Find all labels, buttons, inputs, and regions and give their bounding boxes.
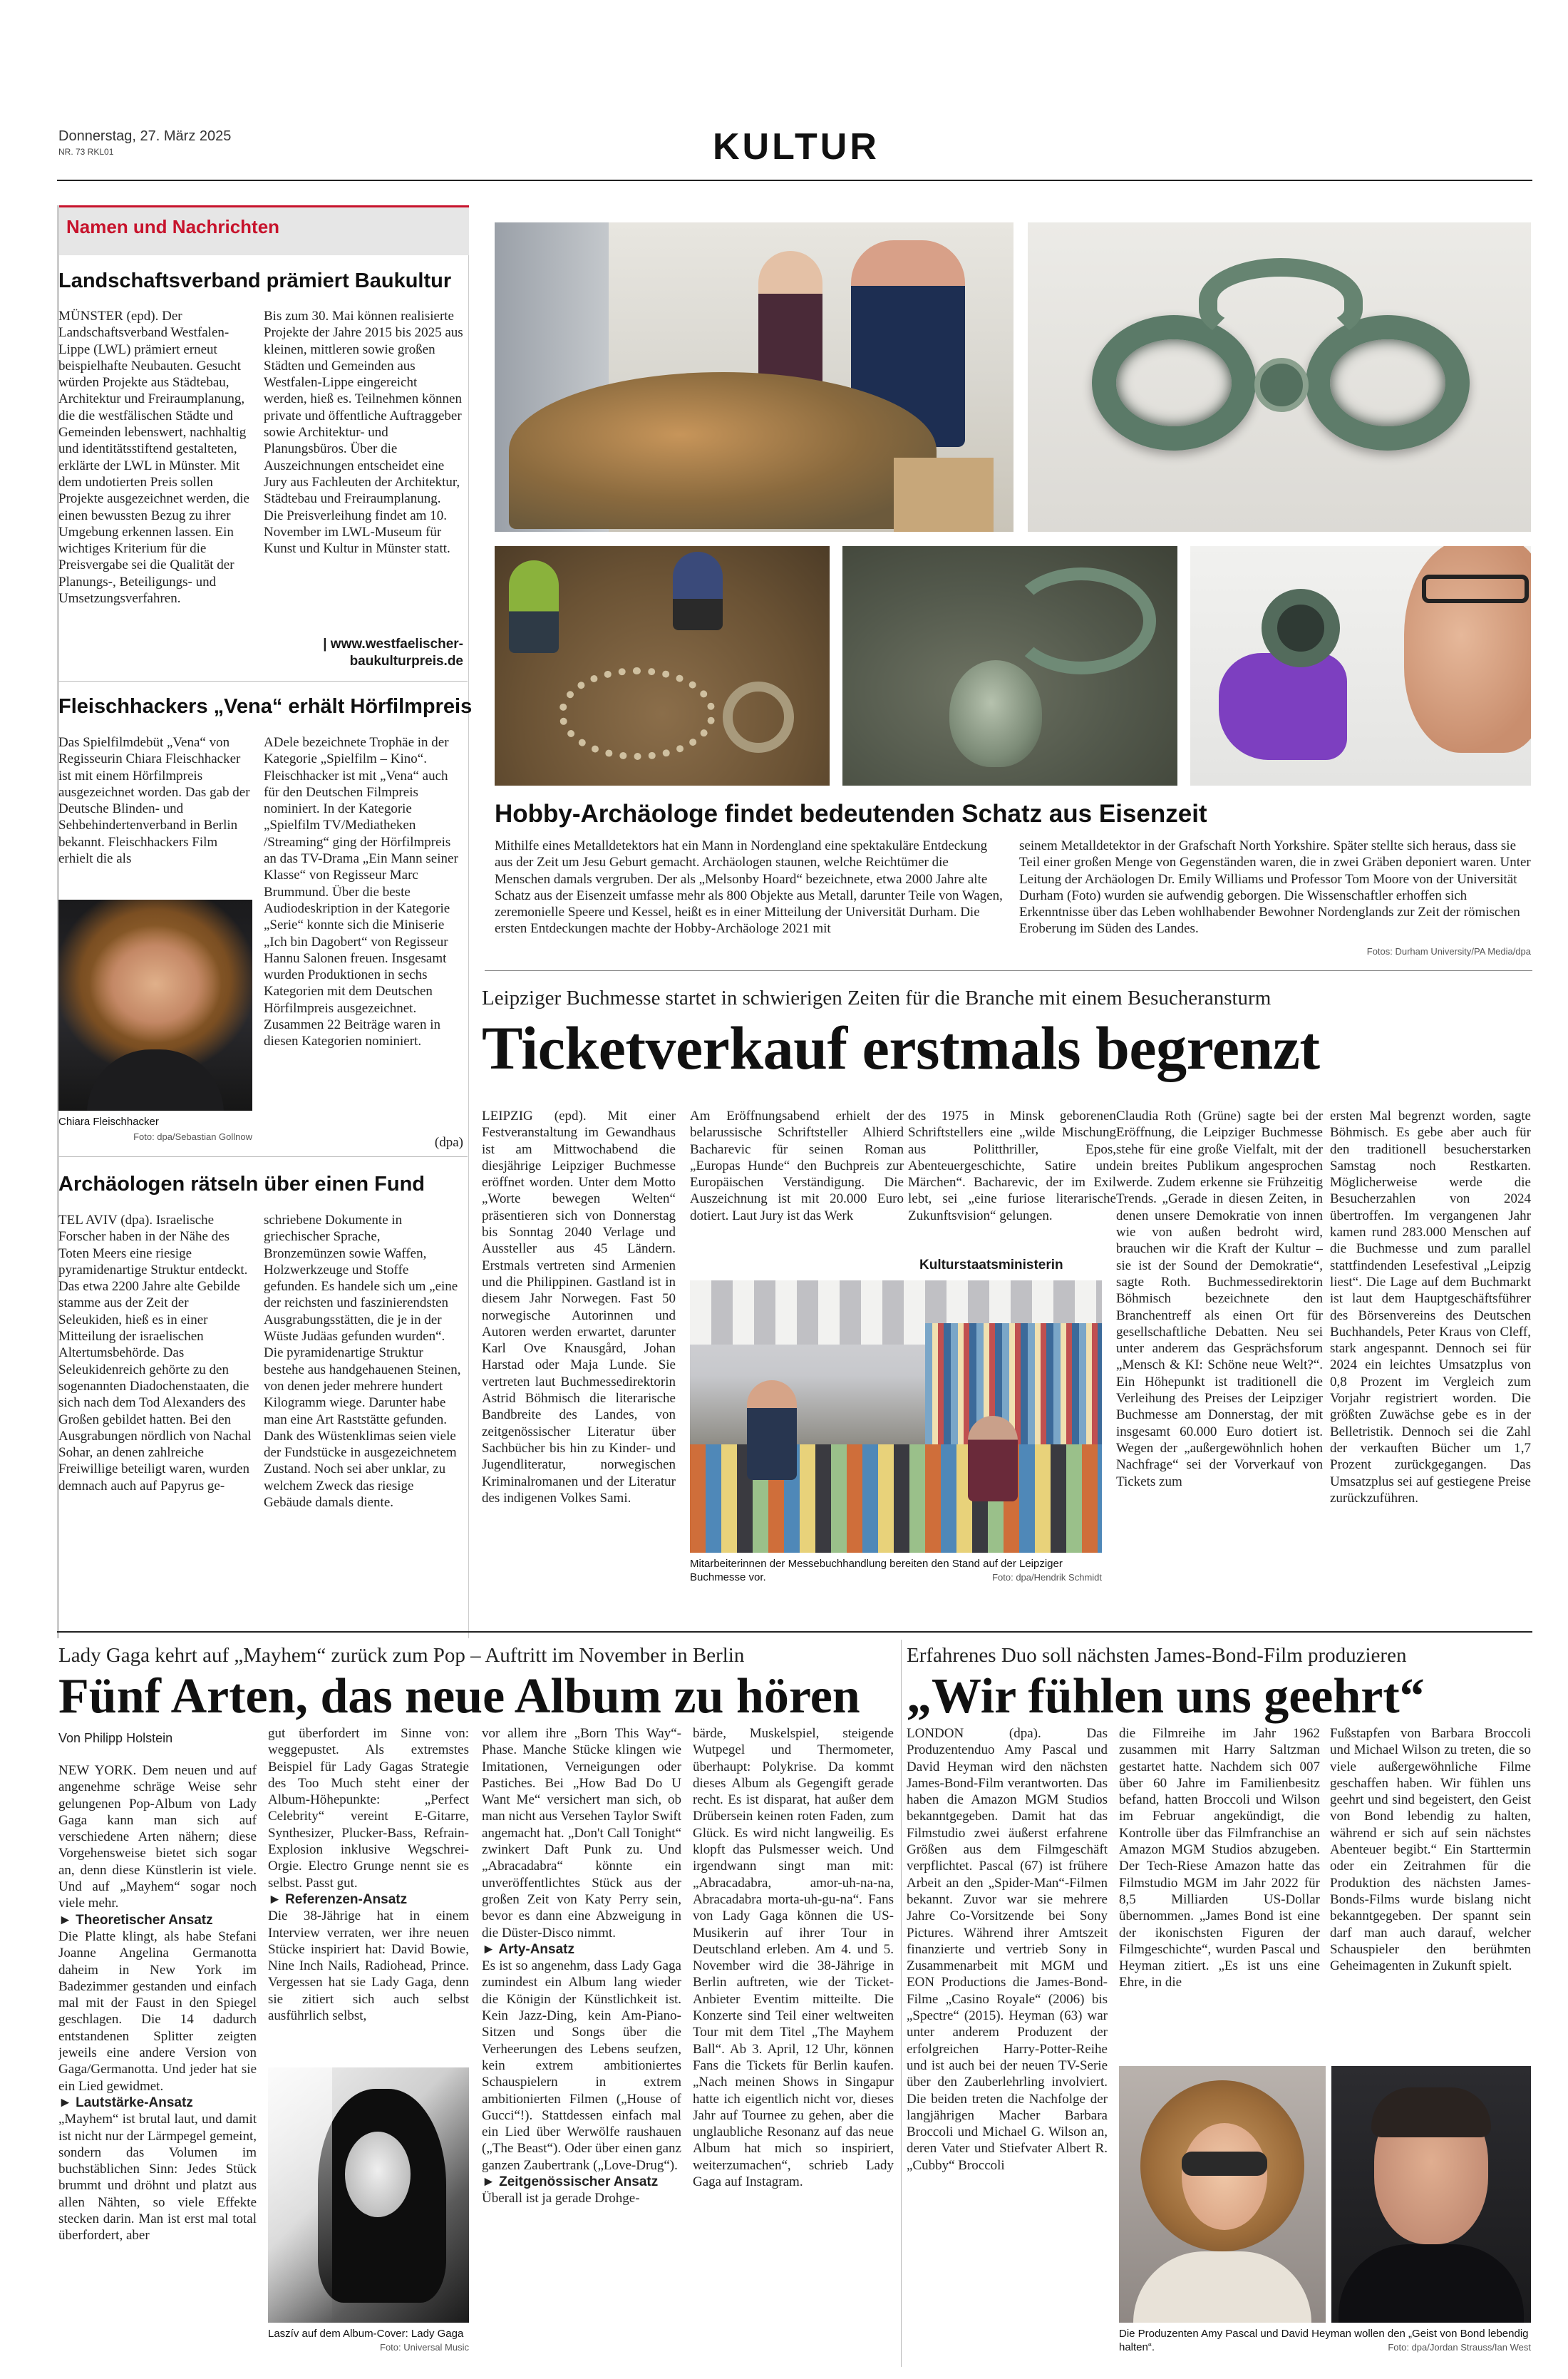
masthead-issue: NR. 73 RKL01 — [58, 147, 114, 157]
hoard-mass — [509, 372, 937, 529]
sidebar-item3-col2: schriebene Dokumente in griechischer Sprache, Bronzemünzen sowie Waffen, Holzwerkzeuge und Stoffe gefunden. Es handele sich um „eine der reichsten und faszinierendsten Ausgrabungsstätten, die je in der Wüste Judäas gefunden wurden“. Die pyramidenartige Struktur bestehe aus handgehauenen Steinen, von denen jeder mehrere hundert Kilogramm wiege. Darunter habe man eine Art Raststätte gefunden. Dank des Wüstenklimas seien viele der Fundstücke in ausgezeichnetem Zustand. Noch sei aber unklar, zu welchem Zweck das riesige Gebäude damals diente. — [264, 1213, 461, 1511]
gaga-col3: vor allem ihre „Born This Way“-Phase. Manche Stücke klingen wie Imitationen, Verneigungen oder Pastiches. Bei „How Bad Do U Want Me“ versichert man sich, ob man nicht aus Versehen Taylor Swift angemacht hat. „Don't Call Tonight“ zwinkert Daft Punk zu. Und „Abracadabra“ könnte ein unveröffentlichtes Stück aus der großen Zeit von Katy Perry sein, bevor es dann eine Abzweigung in die Düster-Disco nimmt. — [482, 1726, 681, 1941]
sidebar-item3-title: Archäologen rätseln über einen Fund — [58, 1173, 425, 1196]
gaga-credit: Foto: Universal Music — [380, 2342, 469, 2353]
wheel-ring — [723, 682, 794, 753]
middle-rule — [57, 1631, 1532, 1633]
fleischhacker-photo — [58, 900, 252, 1111]
buchmesse-subhead: Kulturstaatsministerin — [919, 1258, 1063, 1273]
sidebar-item1-col2: Bis zum 30. Mai können realisierte Projekte der Jahre 2015 bis 2025 aus kleinen, mittleren sowie großen Städten und Gemeinden aus Westfalen-Lippe eingereicht werden, hieß es. Teilnehmen können private und öffentliche Auftraggeber sowie Architektur- und Planungsbüros. Über die Auszeichnungen entscheidet eine Jury aus Fachleuten der Architektur, Städtebau und Freiraumplanung. Die Preisverleihung findet am 10. November im LWL-Museum für Kunst und Kultur in Münster statt. — [264, 309, 463, 557]
buchmesse-kicker: Leipziger Buchmesse startet in schwierigen Zeiten für die Branche mit einem Besucheransturm — [482, 987, 1272, 1009]
buchmesse-col5: ersten Mal begrenzt worden, sagte Böhmisch. Es gebe aber auch für den traditionell besucherstarken Samstag noch Restkarten. Möglicherweise werde die Besucherzahlen von 2024 übertroffen. Im vergangenen Jahr kamen rund 283.000 Menschen auf die Buchmesse und zum parallel stattfindenden Lesefestival „Leipzig liest“. Die Lage auf dem Buchmarkt ist laut dem Hauptgeschäftsführer des Börsenvereins des Deutschen Buchhandels, Peter Kraus von Cleff, stark angespannt. Dennoch sei für 2024 ein leichtes Umsatzplus von 0,8 Prozent im Vergleich zum Vorjahr registriert worden. Die größten Zuwächse gebe es in der Belletristik. Dennoch sei die Zahl der verkauften Bücher um 1,7 Prozent zurückgegangen. Das Umsatzplus sei auf gestiegene Preise zurückzuführen. — [1330, 1109, 1531, 1506]
gaga-face — [345, 2132, 411, 2217]
hoard-credit: Fotos: Durham University/PA Media/dpa — [1247, 946, 1531, 957]
gaga-album-cover — [268, 2067, 469, 2323]
bond-kicker: Erfahrenes Duo soll nächsten James-Bond-Film produzieren — [907, 1644, 1407, 1667]
sidebar-item2-col1: Das Spielfilmdebüt „Vena“ von Regisseurin Chiara Fleischhacker ist mit einem Hörfilmpreis ausgezeichnet worden. Das gab der Deutsche Blinden- und Sehbehindertenverband in Berlin bekannt. Fleischhackers Film erhielt die als — [58, 735, 250, 867]
gaga-col2-block — [268, 1725, 469, 2039]
worker-2 — [968, 1416, 1018, 1501]
buchmesse-caption: Mitarbeiterinnen der Messebuchhandlung bereiten den Stand auf der Leipziger Buchmesse vor. — [690, 1558, 1063, 1583]
hoard-col2: seinem Metalldetektor in der Grafschaft North Yorkshire. Später stellte sich heraus, dass sie Teil einer großen Menge von Gegenständen waren, die in zwei Gräben deponiert waren. Unter Leitung der Archäologen Dr. Emily Williams und Professor Tom Moore von der Universität Durham (Foto) wurden sie aufwendig geborgen. Die Wissenschaftler erhoffen sich Erkenntnisse über das Leben wohlhabender Bewohner Nordenglands zur Zeit der römischen Eroberung im Süden des Landes. — [1019, 838, 1531, 937]
hoard-photo-mask — [842, 546, 1177, 786]
hoard-photo-researchers — [495, 222, 1013, 532]
sidebar-item1-col1: MÜNSTER (epd). Der Landschaftsverband Westfalen-Lippe (LWL) prämiert erneut beispielhafte Neubauten. Gesucht würden Projekte aus Städtebau, Architektur und Freiraumplanung, die die westfälischen Städte und Gemeinden lebenswert, nachhaltig und identitätsstiftend gestalteten, erklärte der LWL in Münster. Mit dem undotierten Preis sollen Projekte ausgezeichnet werden, die einen bewussten Bezug zu ihrer Umgebung erkennen lassen. Ein wichtiges Kriterium für die Preisvergabe sei die Qualität der Planungs-, Beteiligungs- und Umsetzungsverfahren. — [58, 309, 249, 607]
bond-headline: „Wir fühlen uns geehrt“ — [907, 1669, 1425, 1724]
gaga-sub5: ► Zeitgenössischer Ansatz — [482, 2174, 659, 2190]
buchmesse-col4: Claudia Roth (Grüne) sagte bei der Eröffnung, die Leipziger Buchmesse stehe für eine große Vielfalt, mit der ein breites Publikum angesprochen werde. Zudem erkenne sie Frühzeitig Trends. „Gerade in diesen Zeiten, in denen unsere Demokratie von innen wie von außen bedroht wird, brauchen wir die Kraft der Kultur – sie ist der Sound der Demokratie“, sagte Roth. Buchmessedirektorin Böhmisch bezeichnete den Branchentreff als einen Ort für gesellschaftliche Debatten. Neu sei unter anderem das Gesprächsforum „Mensch & KI: Schöne neue Welt?“. Ein Höhepunkt ist traditionell die Verleihung des Preises der Leipziger Buchmesse am Donnerstag, der mit insgesamt 60.000 Euro dotiert ist. Wegen der „außergewöhnlich hohen Nachfrage“ sei der Vorverkauf von Tickets zum — [1116, 1109, 1323, 1489]
ornament-curl — [1006, 567, 1156, 674]
gaga-byline: Von Philipp Holstein — [58, 1731, 173, 1745]
section-title: KULTUR — [713, 126, 880, 168]
ornament-top — [1199, 258, 1363, 344]
gaga-sub2: ► Lautstärke-Ansatz — [58, 2095, 193, 2110]
bond-col2: die Filmreihe im Jahr 1962 zusammen mit Harry Saltzman gestartet hatte. Nachdem sich 007 über 60 Jahre im Familienbesitz befand, hatten Broccoli und Wilson im Februar angekündigt, die Kontrolle über das Filmfranchise an Amazon MGM Studios abzugeben. Der Tech-Riese Amazon hatte das Filmstudio MGM im Jahr 2022 für 8,5 Milliarden US-Dollar übernommen. „James Bond ist eine der ikonischsten Figuren der Filmgeschichte“, wurden Pascal und Heyman zitiert. „Es ist uns eine Ehre, in die — [1119, 1726, 1320, 1990]
glasses — [1422, 575, 1529, 603]
heyman-photo — [1331, 2066, 1531, 2323]
hoard-col1: Mithilfe eines Metalldetektors hat ein Mann in Nordengland eine spektakuläre Entdeckung aus der Zeit um Jesu Geburt gemacht. Archäologen staunen, welche Reichtümer die Menschen damals vergruben. Der als „Melsonby Hoard“ bezeichnete, etwa 2000 Jahre alte Schatz aus der Eisenzeit umfasse mehr als 800 Objekte aus Metall, darunter Teile von Wagen, zeremonielle Speere und Kessel, heißt es in einer Mitteilung der Universität Durham. Die ersten Entdeckungen machte der Hobby-Archäologe 2021 mit — [495, 838, 1003, 937]
sidebar-item1-link[interactable]: | www.westfaelischer-baukulturpreis.de — [323, 637, 463, 669]
hoard-photo-excavation — [495, 546, 830, 786]
gaga-sub3: ► Referenzen-Ansatz — [268, 1891, 408, 1907]
ornament-center — [1254, 358, 1309, 412]
gaga-col1c: „Mayhem“ ist brutal laut, und damit ist nicht nur der Lärmpegel gemeint, sondern das Volumen im buchstäblichen Sinn: Jedes Stück brummt und dröhnt und platzt aus allen Nähten, so viele Effekte stecken darin. Man ist erst mal total überfordert, aber — [58, 2112, 257, 2244]
heyman-hair — [1371, 2087, 1491, 2137]
sidebar-item2-agency: (dpa) — [434, 1135, 463, 1150]
masthead-rule — [57, 180, 1532, 181]
sidebar-item3-col1: TEL AVIV (dpa). Israelische Forscher haben in der Nähe des Toten Meers eine riesige pyramidenartige Struktur entdeckt. Das etwa 2200 Jahre alte Gebilde stamme aus der Zeit der Seleukiden, hieß es in einer Mitteilung der israelischen Altertumsbehörde. Das Seleukidenreich gehörte zu den sogenannten Diadochenstaaten, die sich nach dem Tod Alexanders des Großen gebildet hatten. Bei den Ausgrabungen nördlich von Nachal Sohar, an denen zahlreiche Freiwillige beteiligt waren, wurden demnach auch auf Papyrus ge- — [58, 1213, 252, 1494]
heyman-suit — [1339, 2244, 1524, 2323]
pascal-face — [1182, 2123, 1267, 2230]
gaga-sub1: ► Theoretischer Ansatz — [58, 1912, 213, 1928]
worker-1 — [747, 1380, 797, 1480]
hoard-photo-ornament — [1028, 222, 1531, 532]
gaga-caption: Laszív auf dem Album-Cover: Lady Gaga — [268, 2328, 464, 2340]
sidebar-item2-col2: ADele bezeichnete Trophäe in der Kategorie „Spielfilm – Kino“. Fleischhacker ist mit „Vena“ auch für den Deutschen Filmpreis nominiert. In der Kategorie „Spielfilm TV/Mediatheken /Streaming“ ging der Hörfilmpreis an das TV-Drama „Ein Mann seiner Klasse“ von Regisseur Marc Brummund. Über die beste Audiodeskription in der Kategorie „Serie“ konnte sich die Miniserie „Ich bin Dagobert“ von Regisseur Hannu Salonen freuen. Insgesamt wurden Produktionen in sechs Kategorien mit dem Deutschen Hörfilmpreis ausgezeichnet. Zusammen 22 Beiträge waren in diesen Kategorien nominiert. — [264, 735, 458, 1049]
pascal-glasses — [1182, 2152, 1267, 2176]
sidebar-item2-title: Fleischhackers „Vena“ erhält Hörfilmpreis — [58, 695, 473, 718]
gaga-col1-block — [58, 1762, 257, 2365]
buchmesse-col3: des 1975 in Minsk geborenen Schriftstellers eine „wilde Mischung aus Politthriller, Epos, Abenteuergeschichte, Satire und Märchen“. Bacharevic, der im Exil lebt, sei „eine furiose literarische Zukunftsvision“ gelungen. — [908, 1109, 1116, 1223]
hoard-rule — [485, 970, 1532, 971]
masthead-date: Donnerstag, 27. März 2025 — [58, 128, 232, 144]
bond-credit: Foto: dpa/Jordan Strauss/Ian West — [1388, 2342, 1531, 2353]
gaga-sub4: ► Arty-Ansatz — [482, 1941, 575, 1957]
gaga-col4: bärde, Muskelspiel, steigende Wutpegel und Thermometer, überhaupt: Polykrise. Da kommt dieses Album als Gegengift gerade recht. Es ist disparat, hat außer dem Drübersein keinen roten Faden, zum Glück. Es wird nicht langweilig. Es klopft das Pulsmesser weich. Und irgendwann singt man mit: „Abracadabra, amor-uh-na-na, Abracadabra morta-uh-gu-na“. Fans von Lady Gaga können die US-Musikerin auf ihrer Tour in Deutschland erleben. Am 4. und 5. November wird die 38-Jährige in Berlin auftreten, wie der Ticket-Anbieter Eventim mitteilte. Die Konzerte sind Teil einer weltweiten Tour mit dem Titel „The Mayhem Ball“. Ab 3. April, 12 Uhr, können Fans die Tickets für Berlin kaufen. „Nach meinen Shows in Singapur hatte ich eigentlich nicht vor, dieses Jahr auf Tournee zu gehen, aber die unglaubliche Resonanz auf das neue Album hat mich so inspiriert, weiterzumachen“, schrieb Lady Gaga auf Instagram. — [693, 1726, 894, 2190]
woman — [758, 251, 822, 394]
gaga-col2: gut überfordert im Sinne von: weggepustet. Als extremstes Beispiel für Lady Gagas Strategie des Too Much steht einer der Album-Höhepunkte: „Perfect Celebrity“ vereint E-Gitarre, Synthesizer, Plucker-Bass, Refrain-Explosion inklusive Wegschrei-Orgie. Electro Grunge nennt sie es selbst. Passt gut. — [268, 1726, 469, 1891]
crate — [894, 458, 994, 532]
fleischhacker-caption: Chiara Fleischhacker — [58, 1116, 159, 1128]
sidebar-label-bar — [59, 205, 469, 255]
sidebar-label: Namen und Nachrichten — [66, 216, 280, 237]
pascal-photo — [1119, 2066, 1326, 2323]
fleischhacker-credit: Foto: dpa/Sebastian Gollnow — [133, 1131, 252, 1142]
mirror-shard — [268, 2067, 332, 2323]
gaga-col3c: Überall ist ja gerade Drohge- — [482, 2191, 640, 2206]
gaga-col3-block — [482, 1725, 681, 2367]
buchmesse-col1: LEIPZIG (epd). Mit einer Festveranstaltung im Gewandhaus ist am Mittwochabend die diesjährige Leipziger Buchmesse eröffnet worden. Unter dem Motto „Worte bewegen Welten“ präsentieren sich von Donnerstag bis Sonntag 2040 Verlage und Aussteller aus 45 Ländern. Erstmals vertreten sind Armenien und die Philippinen. Gastland ist in diesem Jahr Norwegen. Fast 50 norwegische Autorinnen und Autoren werden erwartet, darunter Karl Ove Knausgård, Johan Harstad oder Maja Lunde. Sie vertreten laut Buchmessedirektorin Astrid Böhmisch die literarische Bandbreite des Landes, von zeitgenössischer Literatur über Sachbücher bis hin zu Kinder- und Jugendliteratur, norwegischen Kriminalromanen und der Literatur des indigenen Volkes Sami. — [482, 1109, 676, 1506]
gaga-col1b: Die Platte klingt, als habe Stefani Joanne Angelina Germanotta daheim in New York im Badezimmer gestanden und einfach mal mit der Faust in den Spiegel geschlagen. Die 14 dadurch entstandenen Splitter zeigten jeweils eine andere Version von Gaga/Germanotta. Und jeder hat sie ein Lied gewidmet. — [58, 1928, 257, 2094]
buchmesse-col2: Am Eröffnungsabend erhielt der belarussische Schriftsteller Alhierd Bacharevic für seinen Roman „Europas Hunde“ den Buchpreis zur Europäischen Verständigung. Die Auszeichnung ist mit 20.000 Euro dotiert. Laut Jury ist das Werk — [690, 1109, 904, 1223]
bond-caption: Die Produzenten Amy Pascal und David Heyman wollen den „Geist von Bond lebendig halten“. — [1119, 2328, 1529, 2353]
column-divider — [901, 1640, 902, 2367]
sidebar-rule-2 — [58, 1156, 468, 1157]
gaga-col2b: Die 38-Jährige hat in einem Interview verraten, wer ihre neuen Stücke inspiriert hat: David Bowie, Nine Inch Nails, Radiohead, Prince. Vergessen hat sie Lady Gaga, denn sie zitiert sich auch selbst ausführlich selbst, — [268, 1908, 469, 2024]
buchmesse-credit: Foto: dpa/Hendrik Schmidt — [992, 1572, 1102, 1583]
pascal-top — [1133, 2251, 1311, 2323]
fleischhacker-shirt — [87, 1049, 224, 1111]
digger-2 — [673, 552, 723, 630]
gloved-hand — [1219, 653, 1347, 760]
sidebar-item1-title: Landschaftsverband prämiert Baukultur — [58, 269, 452, 292]
hoard-title: Hobby-Archäologe findet bedeutenden Schatz aus Eisenzeit — [495, 800, 1207, 828]
digger-1 — [509, 560, 559, 653]
bond-col3: Fußstapfen von Barbara Broccoli und Michael Wilson zu treten, die so viele außergewöhnliche Filme geschaffen haben. Wir fühlen uns geehrt und sind begeistert, den Geist von Bond lebendig zu halten, während er sich auf sein nächstes Abenteuer begibt.“ Ein Starttermin oder ein Zeitrahmen für die Produktion des nächsten James-Bonds-Films wurde bislang nicht bekanntgegeben. Der spannt sein darf man auch darauf, welcher Schauspieler den berühmten Geheimagenten in Zukunft spielt. — [1330, 1726, 1531, 1974]
bond-col1: LONDON (dpa). Das Produzentenduo Amy Pascal und David Heyman wird den nächsten James-Bond-Film verantworten. Das haben die Amazon MGM Studios bekanntgegeben. Damit hat das Filmstudio zwei äußerst erfahrene Größen aus dem Filmgeschäft verpflichtet. Pascal (67) ist frühere Arbeit an den „Spider-Man“-Filmen bekannt. Zuvor war sie mehrere Jahre Co-Vorsitzende bei Sony Pictures. Während ihrer Amtszeit finanzierte und vertrieb Sony in Zusammenarbeit mit MGM und EON Productions die James-Bond-Filme „Casino Royale“ (2006) bis „Spectre“ (2015). Heyman (63) war unter anderem Produzent der erfolgreichen Harry-Potter-Reihe und ist auch bei der neuen TV-Serie über den Zauberlehrling involviert. Die beiden treten die Nachfolge der langjährigen Macher Barbara Broccoli und Michael G. Wilson an, deren Vater und Stiefvater Albert R. „Cubby“ Broccoli — [907, 1726, 1108, 2173]
hoard-photo-professor — [1190, 546, 1531, 786]
sidebar-rule-1 — [58, 681, 468, 682]
held-artifact — [1262, 589, 1340, 667]
buchmesse-photo — [690, 1280, 1102, 1553]
wire-coils — [559, 667, 716, 760]
gaga-kicker: Lady Gaga kehrt auf „Mayhem“ zurück zum Pop – Auftritt im November in Berlin — [58, 1644, 745, 1667]
bronze-face — [949, 660, 1042, 767]
gaga-col1: NEW YORK. Dem neuen und auf angenehme schräge Weise sehr gelungenen Pop-Album von Lady Gaga kann man sich auf verschiedene Arten nähern; diese Vorgehensweise bietet sich sogar an, denn diese Künstlerin ist viele. Und auf „Mayhem“ sogar noch viele mehr. — [58, 1763, 257, 1911]
buchmesse-headline: Ticketverkauf erstmals begrenzt — [482, 1014, 1320, 1082]
gaga-col3b: Es ist so angenehm, dass Lady Gaga zumindest ein Album lang wieder die Königin der Künstlichkeit ist. Kein Jazz-Ding, kein Am-Piano-Sitzen und Songs über die Verheerungen des Lebens seufzen, kein extrem ambitioniertes Schauspielern in extrem ambitionierten Filmen („House of Gucci“!). Stattdessen einfach mal ein Lied über Werwölfe raushauen („The Beast“). Oder über einen ganz ganzen Zaubertrank („Love-Drug“). — [482, 1958, 681, 2173]
gaga-headline: Fünf Arten, das neue Album zu hören — [58, 1669, 860, 1724]
